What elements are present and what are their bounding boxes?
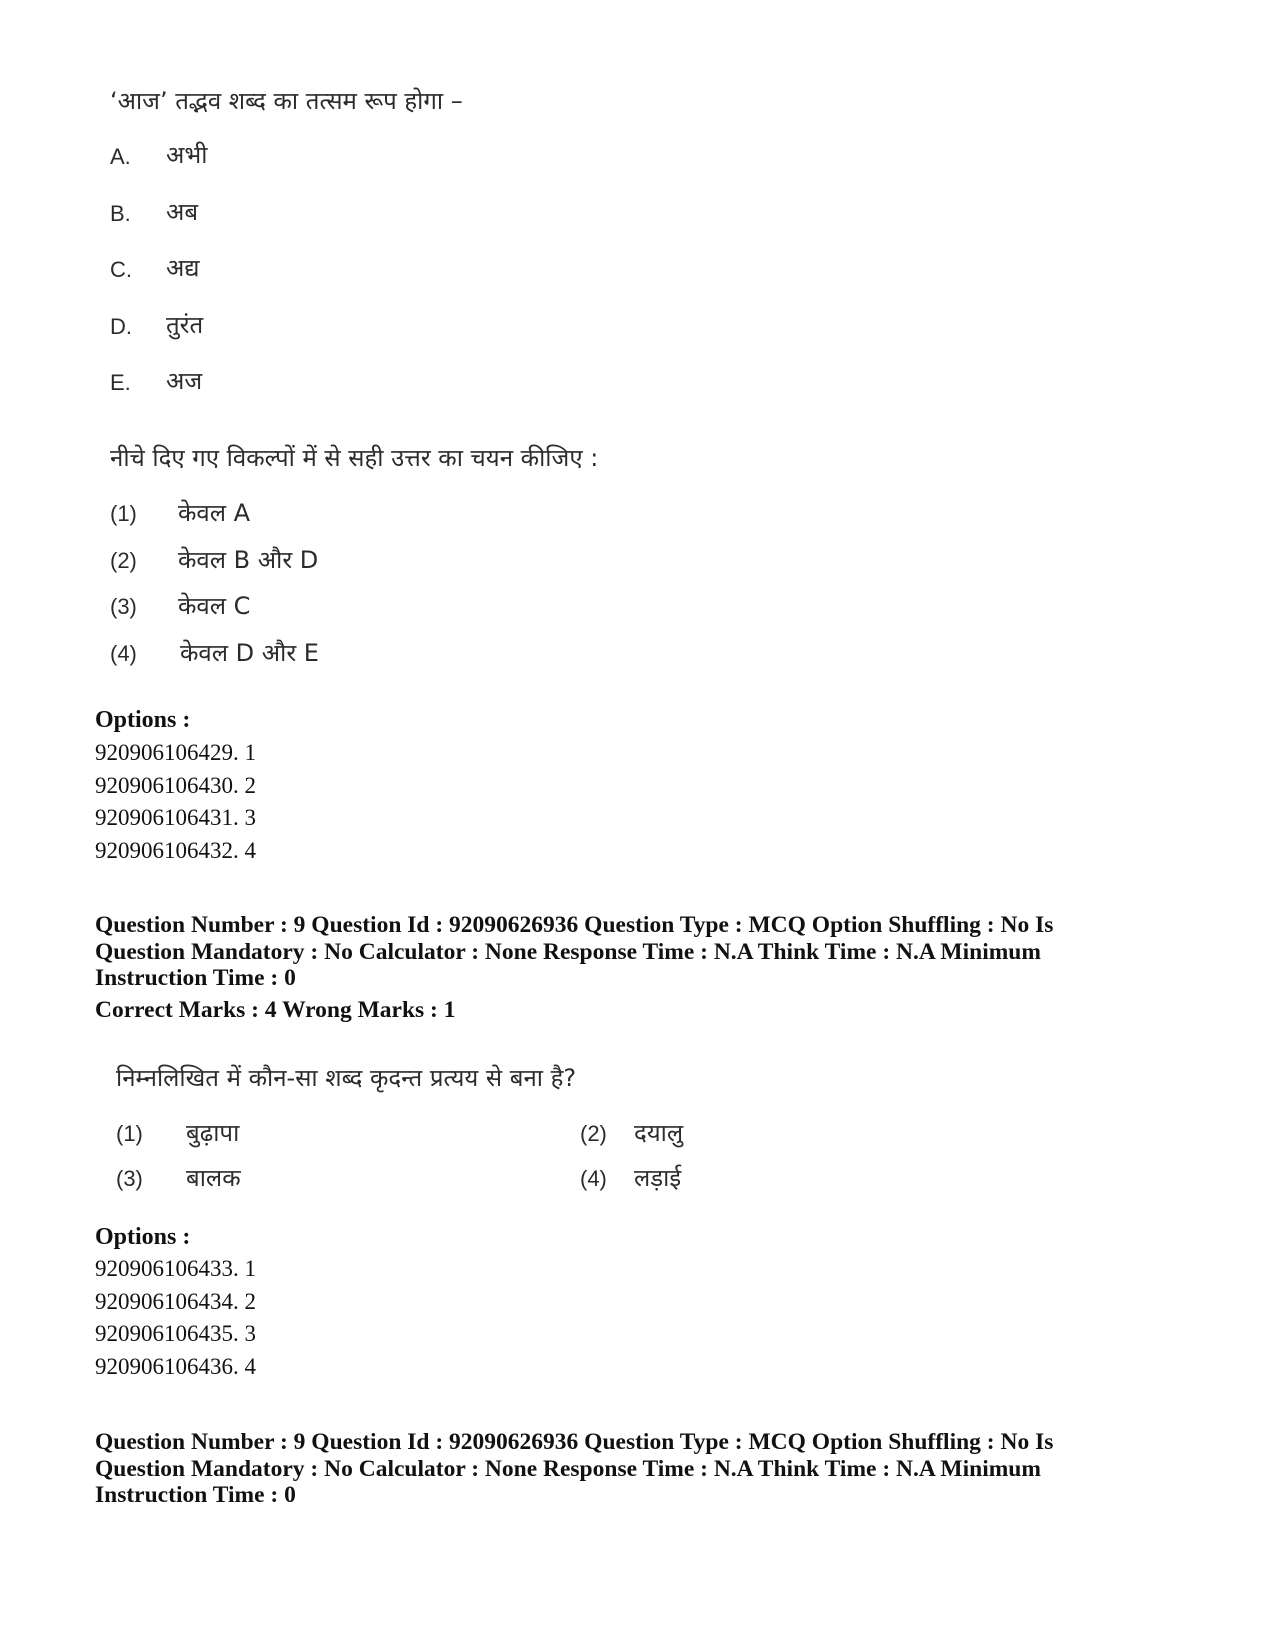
choice-number: (3) xyxy=(116,1166,143,1191)
choice-number: (2) xyxy=(110,548,137,573)
choice-number: (1) xyxy=(110,501,137,526)
item-text: अज xyxy=(166,367,203,395)
marks-line: Correct Marks : 4 Wrong Marks : 1 xyxy=(95,997,456,1023)
question-meta-line: Instruction Time : 0 xyxy=(95,965,296,991)
option-id-line: 920906106435. 3 xyxy=(95,1321,256,1346)
choice-text: केवल B और D xyxy=(178,546,319,574)
question-2-text: निम्नलिखित में कौन-सा शब्द कृदन्त प्रत्यय से बना है? xyxy=(116,1064,577,1092)
item-text: अभी xyxy=(166,141,208,169)
option-id-line: 920906106431. 3 xyxy=(95,805,256,830)
question-meta-line: Instruction Time : 0 xyxy=(95,1482,296,1508)
choice-number: (4) xyxy=(110,641,137,666)
choice-number: (1) xyxy=(116,1121,143,1146)
option-id-line: 920906106434. 2 xyxy=(95,1289,256,1314)
question-1-instruction: नीचे दिए गए विकल्पों में से सही उत्तर का चयन कीजिए : xyxy=(110,444,599,472)
item-letter: C. xyxy=(110,257,132,282)
options-heading: Options : xyxy=(95,707,191,733)
choice-text: बुढ़ापा xyxy=(186,1119,240,1147)
item-letter: B. xyxy=(110,201,131,226)
choice-text: दयालु xyxy=(634,1119,684,1147)
option-id-line: 920906106433. 1 xyxy=(95,1256,256,1281)
question-meta-line: Question Number : 9 Question Id : 92090626936 Question Type : MCQ Option Shuffling : No Is xyxy=(95,912,1054,938)
question-1-text: ‘आज’ तद्भव शब्द का तत्सम रूप होगा – xyxy=(110,87,463,115)
choice-text: केवल A xyxy=(178,499,251,527)
question-meta-line: Question Mandatory : No Calculator : None Response Time : N.A Think Time : N.A Minimum xyxy=(95,1456,1041,1482)
question-meta-line: Question Number : 9 Question Id : 92090626936 Question Type : MCQ Option Shuffling : No Is xyxy=(95,1429,1054,1455)
choice-number: (4) xyxy=(580,1166,607,1191)
option-id-line: 920906106429. 1 xyxy=(95,740,256,765)
choice-text: केवल D और E xyxy=(180,639,319,667)
item-text: तुरंत xyxy=(166,311,204,339)
choice-text: बालक xyxy=(186,1164,241,1192)
item-letter: D. xyxy=(110,314,132,339)
item-letter: A. xyxy=(110,144,131,169)
choice-text: लड़ाई xyxy=(634,1164,682,1192)
choice-number: (2) xyxy=(580,1121,607,1146)
item-letter: E. xyxy=(110,370,131,395)
option-id-line: 920906106432. 4 xyxy=(95,838,256,863)
choice-number: (3) xyxy=(110,594,137,619)
options-heading: Options : xyxy=(95,1224,191,1250)
option-id-line: 920906106430. 2 xyxy=(95,773,256,798)
item-text: अब xyxy=(166,198,199,226)
choice-text: केवल C xyxy=(178,592,251,620)
option-id-line: 920906106436. 4 xyxy=(95,1354,256,1379)
item-text: अद्य xyxy=(166,254,200,282)
question-meta-line: Question Mandatory : No Calculator : None Response Time : N.A Think Time : N.A Minimum xyxy=(95,939,1041,965)
